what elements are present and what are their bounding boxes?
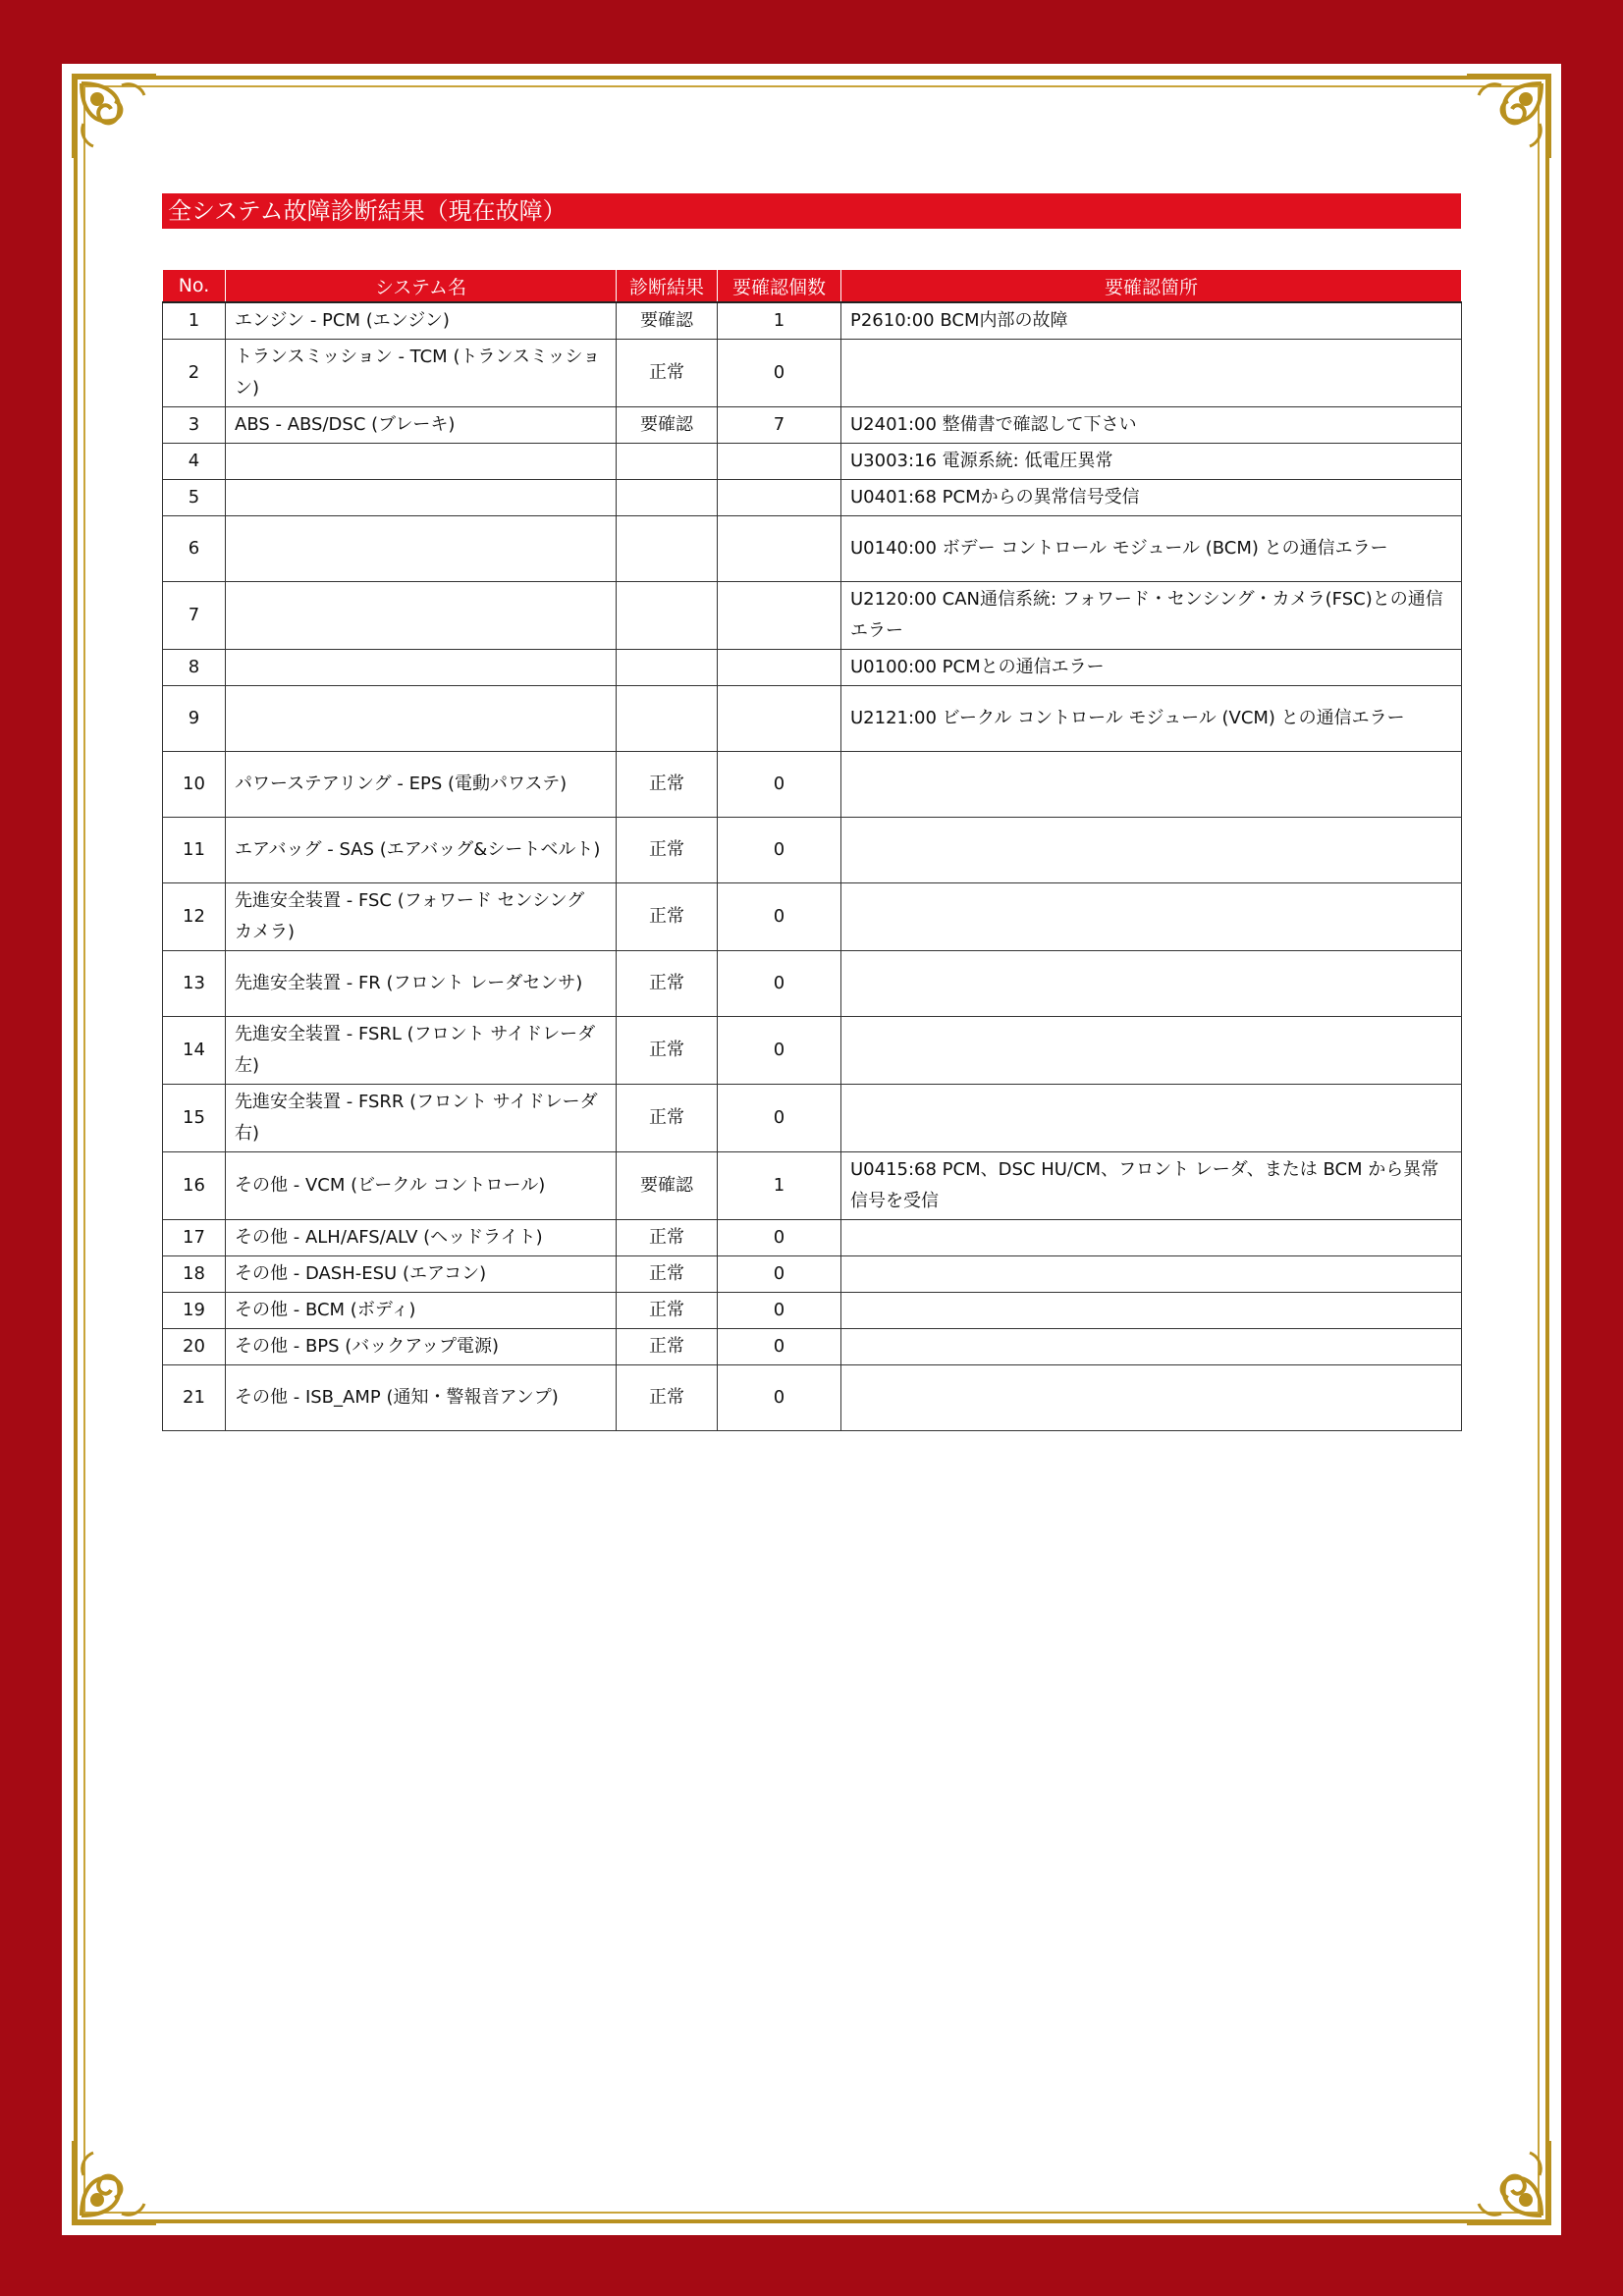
table-row — [163, 1329, 1462, 1365]
row-result — [617, 582, 718, 650]
row-result: 要確認 — [617, 302, 718, 340]
row-count: 1 — [718, 302, 841, 340]
row-count: 1 — [718, 1152, 841, 1220]
row-detail: U2120:00 CAN通信系統: フォワード・センシング・カメラ(FSC)との通信エラー — [841, 582, 1462, 650]
table-row — [163, 1293, 1462, 1329]
row-detail: P2610:00 BCM内部の故障 — [841, 302, 1462, 340]
row-detail — [841, 340, 1462, 407]
row-system — [226, 444, 617, 480]
row-no: 4 — [163, 444, 226, 480]
row-system — [226, 582, 617, 650]
table-row — [163, 883, 1462, 951]
row-detail — [841, 1256, 1462, 1293]
row-system: その他 - BCM (ボディ) — [226, 1293, 617, 1329]
row-result: 正常 — [617, 1329, 718, 1365]
row-no: 14 — [163, 1017, 226, 1085]
row-count: 0 — [718, 1085, 841, 1152]
row-detail: U2401:00 整備書で確認して下さい — [841, 407, 1462, 444]
table-row — [163, 516, 1462, 582]
row-system — [226, 650, 617, 686]
row-no: 17 — [163, 1220, 226, 1256]
row-system: その他 - ALH/AFS/ALV (ヘッドライト) — [226, 1220, 617, 1256]
section-title: 全システム故障診断結果（現在故障） — [162, 193, 1461, 229]
row-result: 正常 — [617, 883, 718, 951]
table-row — [163, 818, 1462, 883]
row-system — [226, 516, 617, 582]
row-system — [226, 686, 617, 752]
table-row — [163, 582, 1462, 650]
corner-ornament-icon — [68, 70, 161, 163]
header-system: システム名 — [226, 270, 617, 303]
row-system: ABS - ABS/DSC (ブレーキ) — [226, 407, 617, 444]
row-result: 正常 — [617, 951, 718, 1017]
row-system: 先進安全装置 - FSRR (フロント サイドレーダ 右) — [226, 1085, 617, 1152]
row-count: 0 — [718, 951, 841, 1017]
row-detail — [841, 883, 1462, 951]
row-no: 13 — [163, 951, 226, 1017]
row-system: その他 - VCM (ビークル コントロール) — [226, 1152, 617, 1220]
row-result: 正常 — [617, 1017, 718, 1085]
table-row — [163, 1085, 1462, 1152]
row-detail — [841, 1365, 1462, 1431]
row-detail — [841, 1085, 1462, 1152]
row-no: 2 — [163, 340, 226, 407]
row-no: 20 — [163, 1329, 226, 1365]
header-no: No. — [163, 270, 226, 303]
row-count: 0 — [718, 752, 841, 818]
row-detail — [841, 1017, 1462, 1085]
row-detail: U0140:00 ボデー コントロール モジュール (BCM) との通信エラー — [841, 516, 1462, 582]
row-system — [226, 480, 617, 516]
row-detail — [841, 951, 1462, 1017]
row-no: 15 — [163, 1085, 226, 1152]
row-result: 正常 — [617, 1365, 718, 1431]
row-detail: U3003:16 電源系統: 低電圧異常 — [841, 444, 1462, 480]
row-count: 0 — [718, 883, 841, 951]
corner-ornament-icon — [68, 2136, 161, 2229]
row-detail: U0401:68 PCMからの異常信号受信 — [841, 480, 1462, 516]
row-no: 11 — [163, 818, 226, 883]
row-detail — [841, 752, 1462, 818]
row-no: 12 — [163, 883, 226, 951]
row-count — [718, 480, 841, 516]
table-header-row — [163, 270, 1462, 303]
header-result: 診断結果 — [617, 270, 718, 303]
table-row — [163, 1365, 1462, 1431]
row-detail: U0415:68 PCM、DSC HU/CM、フロント レーダ、または BCM から異常信号を受信 — [841, 1152, 1462, 1220]
row-detail: U2121:00 ビークル コントロール モジュール (VCM) との通信エラー — [841, 686, 1462, 752]
row-system: トランスミッション - TCM (トランスミッション) — [226, 340, 617, 407]
row-count: 0 — [718, 1365, 841, 1431]
corner-ornament-icon — [1462, 2136, 1555, 2229]
table-row — [163, 340, 1462, 407]
row-no: 19 — [163, 1293, 226, 1329]
row-result: 要確認 — [617, 1152, 718, 1220]
row-result — [617, 444, 718, 480]
row-result — [617, 480, 718, 516]
table-row — [163, 1256, 1462, 1293]
table-row — [163, 1152, 1462, 1220]
table-row — [163, 407, 1462, 444]
row-system: エンジン - PCM (エンジン) — [226, 302, 617, 340]
table-row — [163, 480, 1462, 516]
row-no: 21 — [163, 1365, 226, 1431]
row-result: 正常 — [617, 1256, 718, 1293]
row-result: 正常 — [617, 1293, 718, 1329]
row-count — [718, 516, 841, 582]
row-count: 0 — [718, 1220, 841, 1256]
row-system: 先進安全装置 - FSRL (フロント サイドレーダ 左) — [226, 1017, 617, 1085]
table-row — [163, 1220, 1462, 1256]
row-no: 7 — [163, 582, 226, 650]
row-system: 先進安全装置 - FSC (フォワード センシング カメラ) — [226, 883, 617, 951]
row-result: 正常 — [617, 340, 718, 407]
row-no: 6 — [163, 516, 226, 582]
row-no: 9 — [163, 686, 226, 752]
row-no: 5 — [163, 480, 226, 516]
table-row — [163, 1017, 1462, 1085]
row-detail: U0100:00 PCMとの通信エラー — [841, 650, 1462, 686]
corner-ornament-icon — [1462, 70, 1555, 163]
row-count — [718, 650, 841, 686]
row-detail — [841, 818, 1462, 883]
row-system: その他 - ISB_AMP (通知・警報音アンプ) — [226, 1365, 617, 1431]
row-detail — [841, 1220, 1462, 1256]
row-count: 0 — [718, 1293, 841, 1329]
row-system: 先進安全装置 - FR (フロント レーダセンサ) — [226, 951, 617, 1017]
row-count: 0 — [718, 818, 841, 883]
row-system: その他 - DASH-ESU (エアコン) — [226, 1256, 617, 1293]
table-row — [163, 951, 1462, 1017]
row-system: パワーステアリング - EPS (電動パワステ) — [226, 752, 617, 818]
row-system: エアバッグ - SAS (エアバッグ&シートベルト) — [226, 818, 617, 883]
table-row — [163, 302, 1462, 340]
row-result — [617, 686, 718, 752]
row-no: 16 — [163, 1152, 226, 1220]
row-no: 3 — [163, 407, 226, 444]
row-no: 18 — [163, 1256, 226, 1293]
table-row — [163, 752, 1462, 818]
table-row — [163, 444, 1462, 480]
table-row — [163, 650, 1462, 686]
row-result: 正常 — [617, 818, 718, 883]
row-system: その他 - BPS (バックアップ電源) — [226, 1329, 617, 1365]
row-count: 0 — [718, 1329, 841, 1365]
row-count: 0 — [718, 1017, 841, 1085]
row-count — [718, 582, 841, 650]
table-row — [163, 686, 1462, 752]
row-no: 10 — [163, 752, 226, 818]
row-no: 1 — [163, 302, 226, 340]
row-result: 正常 — [617, 752, 718, 818]
header-detail: 要確認箇所 — [841, 270, 1462, 303]
row-detail — [841, 1329, 1462, 1365]
row-result: 要確認 — [617, 407, 718, 444]
row-result: 正常 — [617, 1220, 718, 1256]
row-count: 0 — [718, 1256, 841, 1293]
header-count: 要確認個数 — [718, 270, 841, 303]
row-result: 正常 — [617, 1085, 718, 1152]
row-count: 7 — [718, 407, 841, 444]
row-no: 8 — [163, 650, 226, 686]
diagnosis-table — [162, 269, 1462, 1431]
row-count — [718, 686, 841, 752]
row-detail — [841, 1293, 1462, 1329]
row-count — [718, 444, 841, 480]
row-result — [617, 516, 718, 582]
row-count: 0 — [718, 340, 841, 407]
row-result — [617, 650, 718, 686]
